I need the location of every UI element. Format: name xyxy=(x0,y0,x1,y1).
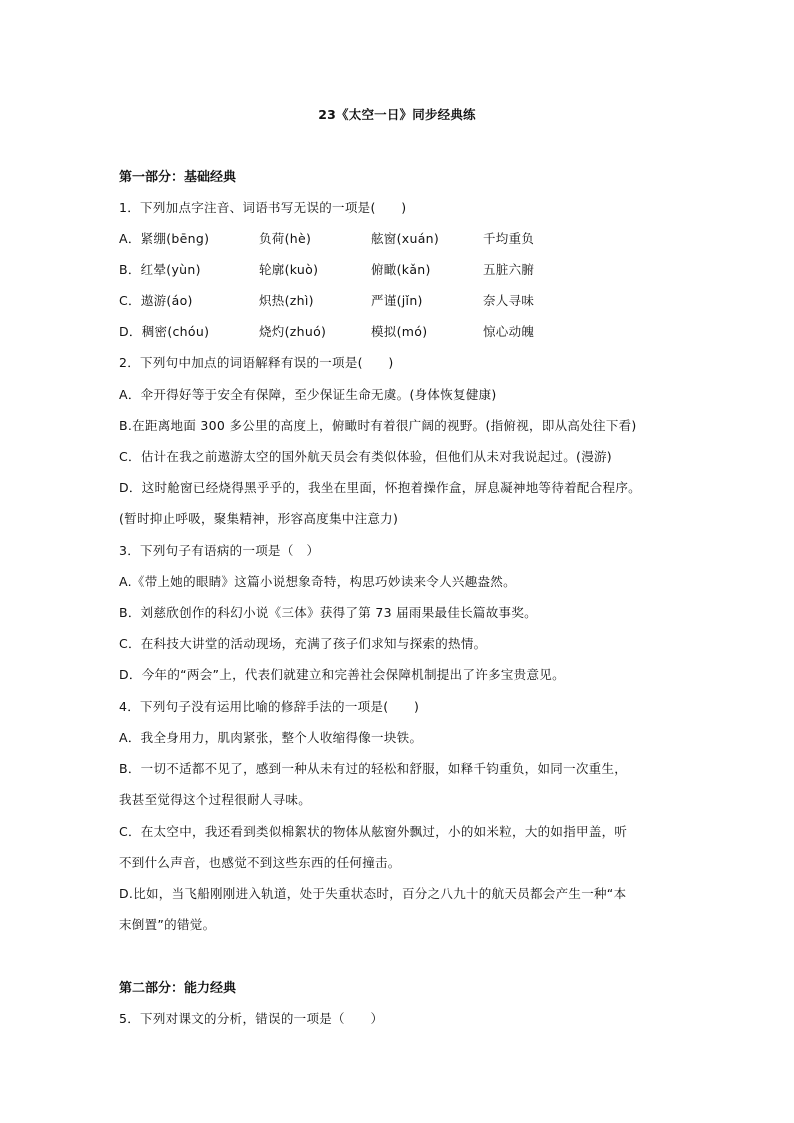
question-4-option-a: A．我全身用力，肌肉紧张，整个人收缩得像一块铁。 xyxy=(119,730,423,745)
option-cell: 严谨(jǐn) xyxy=(371,293,423,308)
question-3-option-b: B．刘慈欣创作的科幻小说《三体》获得了第 73 届雨果最佳长篇故事奖。 xyxy=(119,605,537,620)
option-cell: 模拟(mó) xyxy=(371,324,428,339)
option-cell: 五脏六腑 xyxy=(483,262,535,277)
question-3-option-c: C．在科技大讲堂的活动现场，充满了孩子们求知与探索的热情。 xyxy=(119,636,487,651)
question-4-option-d: D.比如，当飞船刚刚进入轨道，处于失重状态时，百分之八九十的航天员都会产生一种“本 xyxy=(119,886,627,901)
option-cell: 俯瞰(kǎn) xyxy=(371,262,431,277)
question-4-stem: 4．下列句子没有运用比喻的修辞手法的一项是( ) xyxy=(119,699,420,714)
option-cell: 负荷(hè) xyxy=(259,231,312,246)
section-heading-part2: 第二部分：能力经典 xyxy=(119,981,237,996)
document-title: 23《太空一日》同步经典练 xyxy=(318,107,476,122)
question-4-option-b: B．一切不适都不见了，感到一种从未有过的轻松和舒服，如释千钧重负，如同一次重生， xyxy=(119,761,628,776)
question-2-option-b: B.在距离地面 300 多公里的高度上，俯瞰时有着很广阔的视野。(指俯视，即从高处往下看) xyxy=(119,418,637,433)
question-2-option-d-continued: (暂时抑止呼吸，聚集精神，形容高度集中注意力) xyxy=(119,511,399,526)
option-cell: D．稠密(chóu) xyxy=(119,324,210,339)
question-4-option-d-continued: 末倒置”的错觉。 xyxy=(119,917,216,932)
question-4-option-c: C．在太空中，我还看到类似棉絮状的物体从舷窗外飘过，小的如米粒，大的如指甲盖，听 xyxy=(119,824,628,839)
option-cell: B．红晕(yùn) xyxy=(119,262,201,277)
question-1-stem: 1．下列加点字注音、词语书写无误的一项是( ) xyxy=(119,200,407,215)
question-5-stem: 5．下列对课文的分析，错误的一项是（ ） xyxy=(119,1011,384,1026)
question-3-option-a: A.《带上她的眼睛》这篇小说想象奇特，构思巧妙读来令人兴趣盎然。 xyxy=(119,574,516,589)
option-cell: 千均重负 xyxy=(483,231,535,246)
question-3-option-d: D．今年的“两会”上，代表们就建立和完善社会保障机制提出了许多宝贵意见。 xyxy=(119,667,565,682)
question-2-option-c: C．估计在我之前遨游太空的国外航天员会有类似体验，但他们从未对我说起过。(漫游) xyxy=(119,449,612,464)
option-cell: 惊心动魄 xyxy=(483,324,535,339)
option-cell: 轮廓(kuò) xyxy=(259,262,319,277)
option-cell: 烧灼(zhuó) xyxy=(259,324,327,339)
option-cell: 舷窗(xuán) xyxy=(371,231,440,246)
question-3-stem: 3．下列句子有语病的一项是（ ） xyxy=(119,543,320,558)
question-4-option-c-continued: 不到什么声音，也感觉不到这些东西的任何撞击。 xyxy=(119,855,401,870)
question-2-stem: 2．下列句中加点的词语解释有误的一项是( ) xyxy=(119,355,394,370)
option-cell: 奈人寻味 xyxy=(483,293,535,308)
option-cell: A．紧绷(bēng) xyxy=(119,231,210,246)
question-2-option-d: D．这时舱窗已经烧得黑乎乎的，我坐在里面，怀抱着操作盒，屏息凝神地等待着配合程序。 xyxy=(119,480,641,495)
section-heading-part1: 第一部分：基础经典 xyxy=(119,170,237,185)
question-4-option-b-continued: 我甚至觉得这个过程很耐人寻味。 xyxy=(119,792,312,807)
option-cell: C．遨游(áo) xyxy=(119,293,193,308)
option-cell: 炽热(zhì) xyxy=(259,293,314,308)
question-2-option-a: A．伞开得好等于安全有保障，至少保证生命无虞。(身体恢复健康) xyxy=(119,387,497,402)
